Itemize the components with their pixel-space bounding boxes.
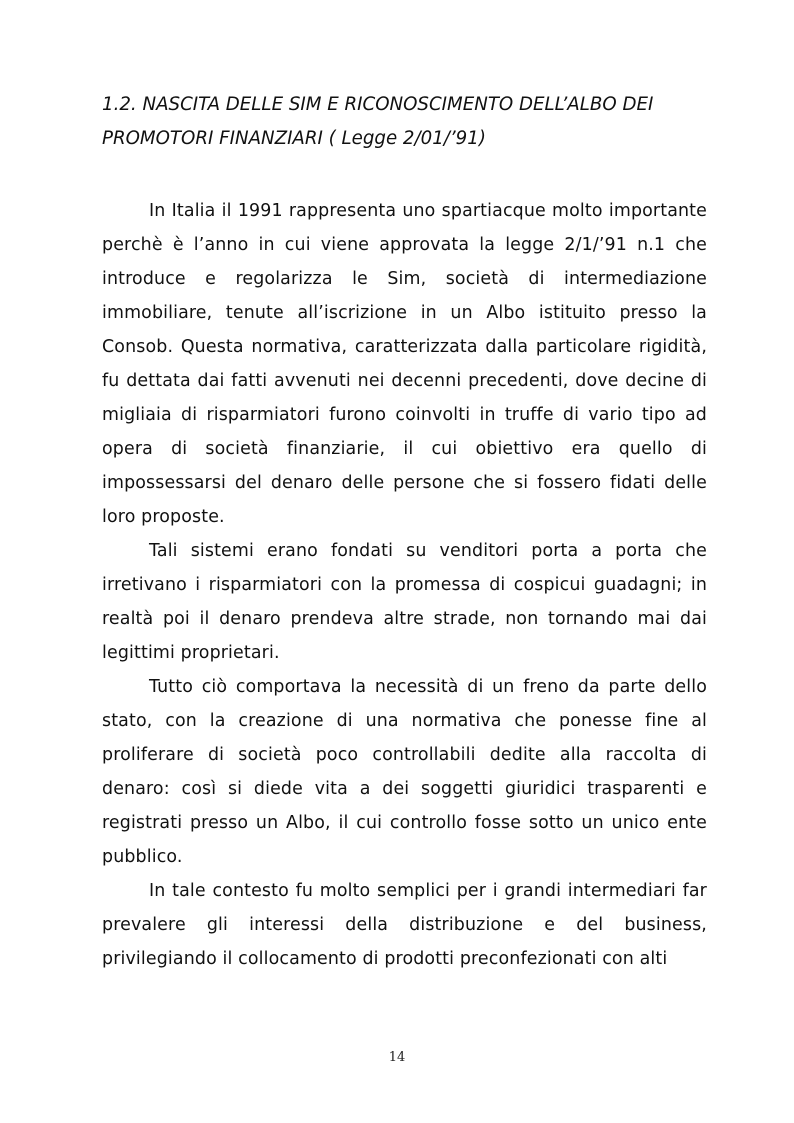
paragraph-2: Tali sistemi erano fondati su venditori porta a porta che irretivano i risparmiatori con la promessa di cospicui guadagni; in realtà poi il denaro prendeva altre strade, non tornando mai dai legittimi proprietari. [102, 541, 707, 663]
paragraph-4: In tale contesto fu molto semplici per i grandi intermediari far prevalere gli interessi della distribuzione e del business, privilegiando il collocamento di prodotti preconfezionati con alti [102, 881, 707, 969]
page-number: 14 [388, 1050, 406, 1065]
section-heading [102, 88, 707, 156]
body-text [102, 194, 707, 976]
document-page [102, 88, 707, 976]
paragraph-1: In Italia il 1991 rappresenta uno spartiacque molto importante perchè è l’anno in cui viene approvata la legge 2/1/’91 n.1 che introduce e regolarizza le Sim, società di intermediazione immobiliare, tenute all’iscrizione in un Albo istituito presso la Consob. Questa normativa, caratterizzata dalla particolare rigidità, fu dettata dai fatti avvenuti nei decenni precedenti, dove decine di migliaia di risparmiatori furono coinvolti in truffe di vario tipo ad opera di società finanziarie, il cui obiettivo era quello di impossessarsi del denaro delle persone che si fossero fidati delle loro proposte. [102, 201, 707, 527]
paragraph-3: Tutto ciò comportava la necessità di un freno da parte dello stato, con la creazione di una normativa che ponesse fine al proliferare di società poco controllabili dedite alla raccolta di denaro: così si diede vita a dei soggetti giuridici trasparenti e registrati presso un Albo, il cui controllo fosse sotto un unico ente pubblico. [102, 677, 707, 867]
section-heading-line-1: 1.2. NASCITA DELLE SIM E RICONOSCIMENTO DELL’ALBO DEI [102, 94, 654, 115]
section-heading-line-2: PROMOTORI FINANZIARI ( Legge 2/01/’91) [102, 128, 486, 149]
